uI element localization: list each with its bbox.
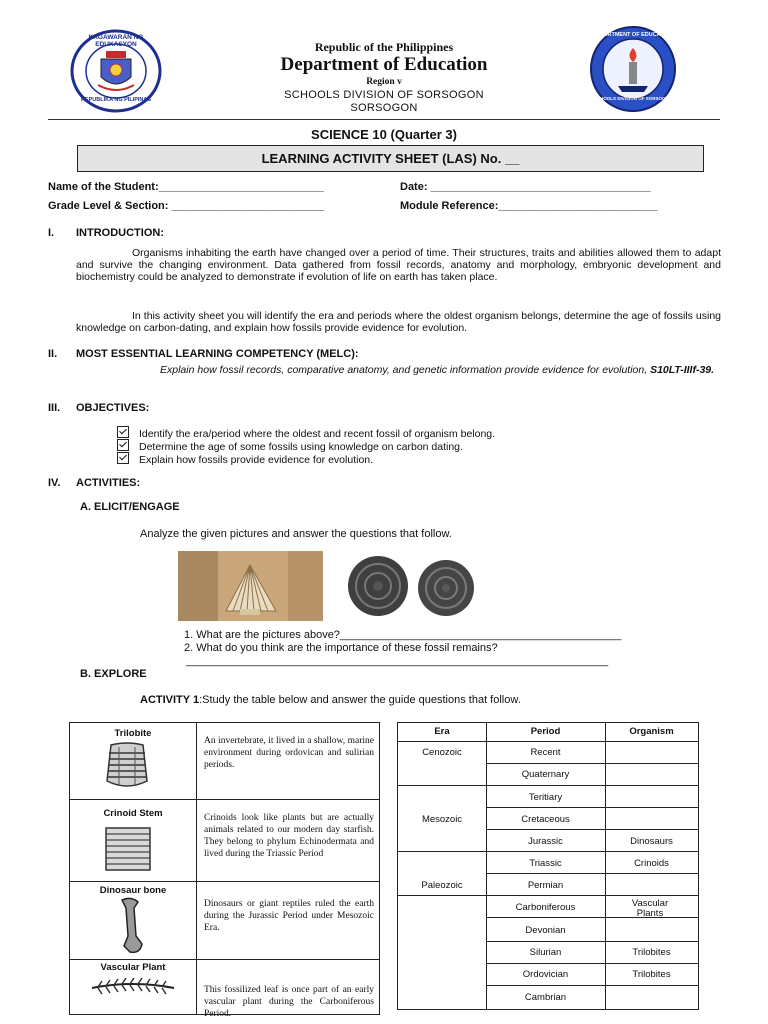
melc-text [76, 364, 721, 376]
period-cell: Cambrian [524, 992, 567, 1003]
fossil-description: Dinosaurs or giant reptiles ruled the earth during the Jurassic Period under Mesozoic Era. [204, 899, 374, 933]
table-divider [486, 829, 698, 830]
activities-num: IV. [48, 477, 61, 489]
period-cell: Devonian [525, 925, 566, 936]
period-cell: Triassic [529, 858, 562, 869]
question-1: 1. What are the pictures above?______________________________________________ [184, 629, 622, 641]
table-divider [486, 763, 698, 764]
era-paleozoic: Paleozoic [421, 880, 463, 891]
table-divider [398, 895, 698, 896]
objective-text: Explain how fossils provide evidence for evolution. [139, 454, 374, 466]
melc-num: II. [48, 348, 58, 360]
objectives-num: III. [48, 402, 61, 414]
objective-text: Identify the era/period where the oldest and recent fossil of organism belong. [139, 428, 496, 440]
fossil-name: Crinoid Stem [103, 808, 163, 819]
header-divider [48, 119, 720, 120]
division-line: SCHOOLS DIVISION OF SORSOGON [284, 89, 484, 101]
period-cell: Teritiary [528, 792, 563, 803]
fossil-description: An invertebrate, it lived in a shallow, marine environment during ordovican and sulirian periods. [204, 736, 374, 770]
melc-code: S10LT-IIIf-39. [650, 364, 715, 376]
activity1-label: ACTIVITY 1 [140, 694, 200, 706]
scallop-fossil-photo [178, 551, 323, 621]
objectives-heading: OBJECTIVES: [76, 402, 150, 414]
fossil-name: Vascular Plant [100, 962, 166, 973]
subject-title: SCIENCE 10 (Quarter 3) [311, 127, 457, 142]
objective-item-2 [117, 439, 463, 453]
fossil-name: Dinosaur bone [99, 885, 167, 896]
intro-paragraph-2: In this activity sheet you will identify the era and periods where the oldest organism belongs, determine the age of fossils using knowledge on carbon-dating, and explain how fossils provide evidence for evolution. [76, 310, 721, 334]
fossil-description-table [69, 722, 380, 1019]
analyze-instruction: Analyze the given pictures and answer the questions that follow. [140, 528, 452, 540]
las-title-box: LEARNING ACTIVITY SHEET (LAS) No. __ [77, 145, 704, 172]
organism-cell: Crinoids [634, 858, 669, 869]
fossil-description: Crinoids look like plants but are actually animals related to our modern day starfish. They belong to phylum Echinodermata and lived during the Triassic Period [204, 813, 374, 859]
table-divider [398, 785, 698, 786]
period-cell: Jurassic [528, 836, 563, 847]
explore-heading: B. EXPLORE [80, 668, 147, 680]
ammonite-fossil-photo [338, 551, 484, 621]
organism-cell: Dinosaurs [630, 836, 673, 847]
fossil-row-trilobite [70, 723, 379, 800]
header-era: Era [434, 726, 450, 737]
checkbox-icon [117, 426, 129, 438]
objective-item-1 [117, 426, 495, 440]
fossil-row-vascular-plant [70, 960, 379, 1019]
question-2: 2. What do you think are the importance of these fossil remains? [184, 642, 498, 654]
table-divider [486, 807, 698, 808]
table-divider [486, 941, 698, 942]
vascular-plant-drawing [88, 976, 178, 998]
checkbox-icon [117, 439, 129, 451]
module-reference-field[interactable]: Module Reference:__________________________ [400, 200, 658, 212]
period-cell: Permian [527, 880, 564, 891]
activity1-instruction [140, 694, 521, 706]
department-title: Department of Education [280, 54, 488, 75]
table-divider [398, 851, 698, 852]
period-cell: Carboniferous [515, 902, 576, 913]
seal-right-bottom: SCHOOLS DIVISION OF SORSOGON [593, 96, 673, 101]
table-divider [486, 963, 698, 964]
intro-num: I. [48, 227, 55, 239]
republic-line: Republic of the Philippines [314, 40, 454, 54]
intro-heading: INTRODUCTION: [76, 227, 164, 239]
period-cell: Ordovician [522, 969, 569, 980]
seal-right-text: DEPARTMENT OF EDUCATION [592, 32, 674, 38]
province-line: SORSOGON [350, 102, 418, 114]
fossil-name: Trilobite [114, 728, 152, 739]
activity1-text: :Study the table below and answer the guide questions that follow. [199, 694, 521, 706]
activities-heading: ACTIVITIES: [76, 477, 141, 489]
objective-text: Determine the age of some fossils using knowledge on carbon dating. [139, 441, 463, 453]
era-cenozoic: Cenozoic [422, 747, 462, 758]
seal-left-text: KAGAWARAN NG EDUKASYON [88, 34, 144, 48]
header-period: Period [530, 726, 561, 737]
organism-cell: Trilobites [632, 947, 671, 958]
question-2-answer-line[interactable]: _____________________________________________________________________ [186, 655, 609, 667]
period-cell: Quaternary [521, 769, 570, 780]
fossil-description: This fossilized leaf is once part of an early vascular plant during the Carboniferous Period. [204, 985, 374, 1019]
period-cell: Silurian [529, 947, 562, 958]
table-divider [398, 741, 698, 742]
table-divider [486, 985, 698, 986]
student-name-field[interactable]: Name of the Student:___________________________ [48, 181, 324, 193]
region-line: Region v [366, 77, 402, 87]
date-field[interactable]: Date: ____________________________________ [400, 181, 651, 193]
checkbox-icon [117, 452, 129, 464]
header-organism: Organism [629, 726, 674, 737]
melc-heading: MOST ESSENTIAL LEARNING COMPETENCY (MELC): [76, 348, 359, 360]
melc-description: Explain how fossil records, comparative anatomy, and genetic information provide evidence for evolution, [160, 364, 648, 376]
period-cell: Cretaceous [521, 814, 570, 825]
intro-paragraph-1: Organisms inhabiting the earth have changed over a period of time. Their structures, traits and abilities allowed them to adapt and survive the changing environment. Data gathered from fossil records, anatomy and morphology, embryonic development and biochemistry could be analyzed to demonstrate if evolution of life on earth has taken place. [76, 247, 721, 283]
elicit-engage-heading: A. ELICIT/ENGAGE [80, 501, 180, 513]
seal-left-bottom: REPUBLIKA NG PILIPINAS [80, 97, 152, 103]
crinoid-stem-drawing [100, 824, 160, 874]
grade-section-field[interactable]: Grade Level & Section: _________________________ [48, 200, 325, 212]
table-divider [486, 873, 698, 874]
geologic-time-table [397, 722, 699, 1010]
dinosaur-bone-drawing [116, 896, 146, 956]
objective-item-3 [117, 452, 373, 466]
organism-cell: Trilobites [632, 969, 671, 980]
era-mesozoic: Mesozoic [421, 814, 463, 825]
trilobite-drawing [103, 741, 151, 791]
organism-cell: Vascular Plants [631, 898, 669, 919]
period-cell: Recent [530, 747, 561, 758]
fossil-row-crinoid [70, 800, 379, 882]
fossil-row-dinosaur [70, 882, 379, 960]
